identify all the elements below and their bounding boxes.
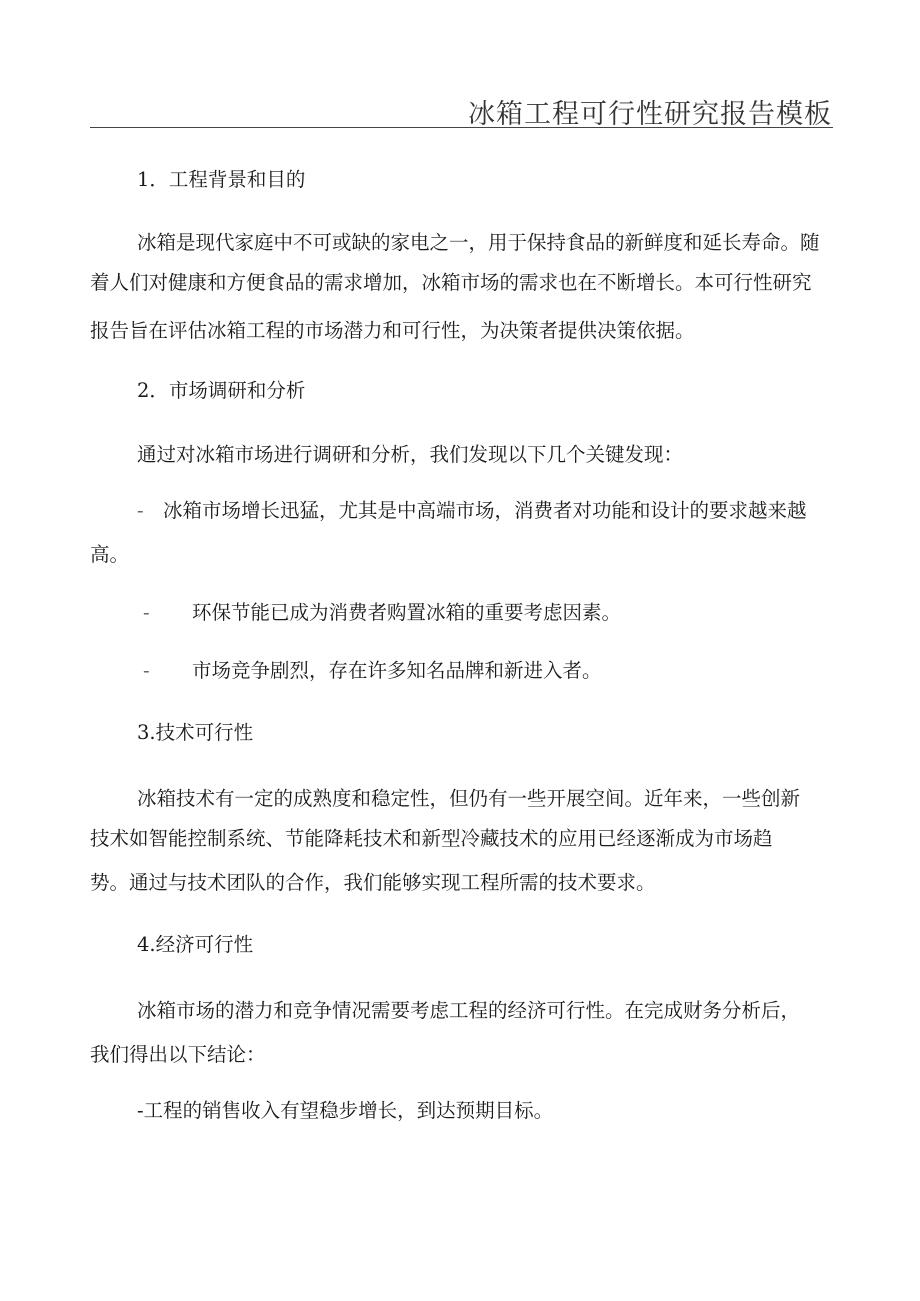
document-title: 冰箱工程可行性研究报告模板 [468,99,832,130]
section-3-paragraph-line-1: 冰箱技术有一定的成熟度和稳定性，但仍有一些开展空间。近年来，一些创新 [137,787,801,810]
bullet-dash: - [137,499,144,522]
section-3-heading: 3.技术可行性 [137,721,254,744]
section-1-heading: 1．工程背景和目的 [137,168,306,191]
section-4-bullet-1: -工程的销售收入有望稳步增长，到达预期目标。 [137,1099,554,1122]
section-3-paragraph-line-3: 势。通过与技术团队的合作，我们能够实现工程所需的技术要求。 [90,871,656,894]
section-1-paragraph-line-3: 报告旨在评估冰箱工程的市场潜力和可行性，为决策者提供决策依据。 [90,319,695,342]
section-3-paragraph-line-2: 技术如智能控制系统、节能降耗技术和新型冷藏技术的应用已经逐渐成为市场趋 [90,827,773,850]
section-1-paragraph-line-1: 冰箱是现代家庭中不可或缺的家电之一，用于保持食品的新鲜度和延长寿命。随 [137,231,820,254]
section-2-bullet-3: 市场竞争剧烈，存在许多知名品牌和新进入者。 [192,659,602,682]
bullet-dash: - [143,601,150,624]
section-2-intro: 通过对冰箱市场进行调研和分析，我们发现以下几个关键发现： [137,443,684,466]
section-2-bullet-1-line-1: 冰箱市场增长迅猛，尤其是中高端市场，消费者对功能和设计的要求越来越 [163,499,807,522]
bullet-dash: - [143,659,150,682]
section-2-heading: 2．市场调研和分析 [137,379,306,402]
title-underline [90,127,833,128]
section-2-bullet-1-line-2: 高。 [90,543,130,566]
section-4-heading: 4.经济可行性 [137,933,254,956]
section-2-bullet-2: 环保节能已成为消费者购置冰箱的重要考虑因素。 [192,601,622,624]
section-4-paragraph-line-2: 我们得出以下结论： [90,1043,266,1066]
section-4-paragraph-line-1: 冰箱市场的潜力和竞争情况需要考虑工程的经济可行性。在完成财务分析后， [137,999,801,1022]
section-1-paragraph-line-2: 着人们对健康和方便食品的需求增加，冰箱市场的需求也在不断增长。本可行性研究 [90,271,812,294]
